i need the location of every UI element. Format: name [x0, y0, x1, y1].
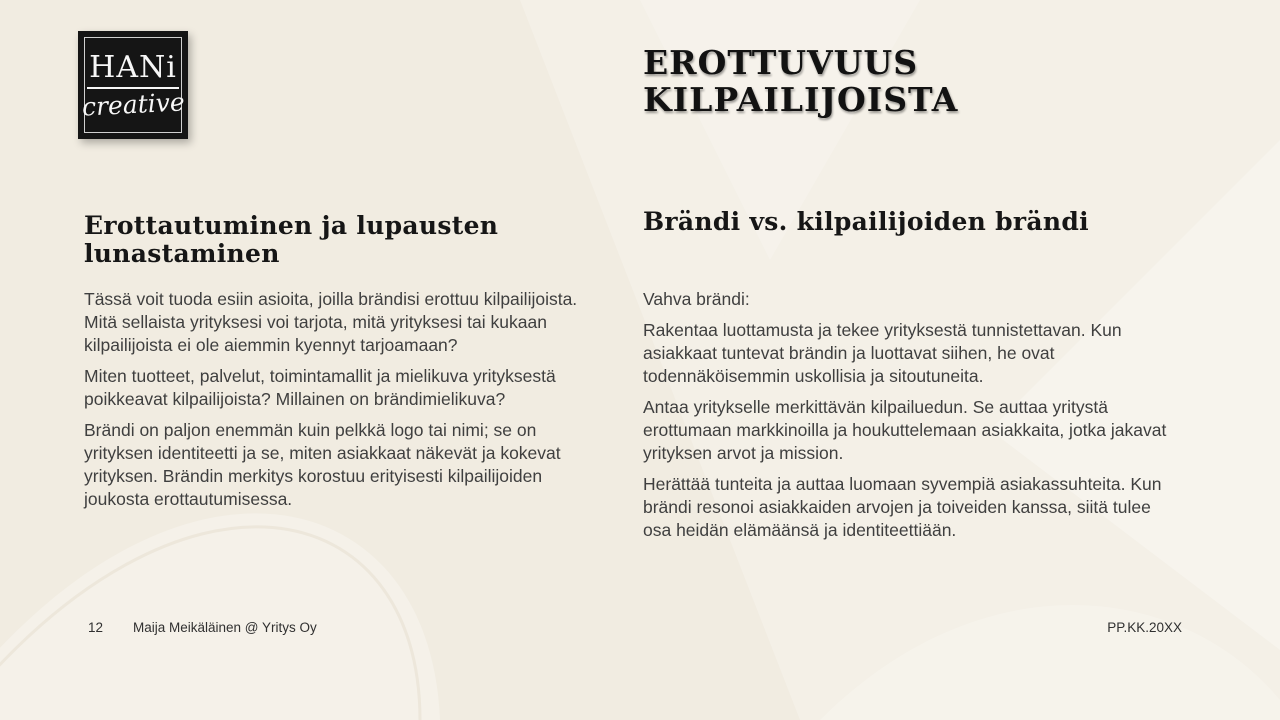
hani-creative-logo — [78, 31, 188, 139]
right-paragraph-4: Herättää tunteita ja auttaa luomaan syvempiä asiakassuhteita. Kun brändi resonoi asiakkaiden arvojen ja toiveiden kanssa, siitä tulee osa heidän elämäänsä ja identiteettiään. — [643, 474, 1162, 540]
left-column-body — [84, 288, 578, 519]
left-paragraph-1: Tässä voit tuoda esiin asioita, joilla brändisi erottuu kilpailijoista. Mitä sellaista yrityksesi voi tarjota, mitä yrityksesi tai kukaan kilpailijoista ei ole aiemmin kyennyt tarjoamaan? — [84, 289, 578, 355]
slide-title-line1: EROTTUVUUS — [643, 43, 919, 82]
right-paragraph-1: Vahva brändi: — [643, 289, 750, 309]
slide-title — [643, 44, 1203, 118]
right-column-body — [643, 288, 1173, 550]
logo-primary-text: HANi — [87, 53, 179, 89]
left-paragraph-2: Miten tuotteet, palvelut, toimintamallit ja mielikuva yrityksestä poikkeavat kilpailijoista? Millainen on brändimielikuva? — [84, 366, 556, 409]
slide-title-line2: KILPAILIJOISTA — [643, 80, 959, 119]
right-column-heading: Brändi vs. kilpailijoiden brändi — [643, 207, 1089, 236]
left-column-heading: Erottautuminen ja lupausten lunastaminen — [84, 211, 499, 268]
footer-author: Maija Meikäläinen @ Yritys Oy — [133, 620, 317, 635]
page-number: 12 — [88, 620, 104, 635]
left-paragraph-3: Brändi on paljon enemmän kuin pelkkä logo tai nimi; se on yrityksen identiteetti ja se, miten asiakkaat näkevät ja kokevat yrityksen. Brändin merkitys korostuu erityisesti kilpailijoiden joukosta erottautumisessa. — [84, 420, 561, 509]
slide-footer — [0, 620, 1280, 642]
right-paragraph-3: Antaa yritykselle merkittävän kilpailuedun. Se auttaa yritystä erottumaan markkinoilla ja houkuttelemaan asiakkaita, jotka jakavat yrityksen arvot ja mission. — [643, 397, 1167, 463]
right-paragraph-2: Rakentaa luottamusta ja tekee yrityksestä tunnistettavan. Kun asiakkaat tuntevat brändin ja luottavat siihen, he ovat todennäköisemmin uskollisia ja sitoutuneita. — [643, 320, 1122, 386]
logo-secondary-text: creative — [80, 87, 186, 122]
footer-date: PP.KK.20XX — [1107, 620, 1182, 635]
